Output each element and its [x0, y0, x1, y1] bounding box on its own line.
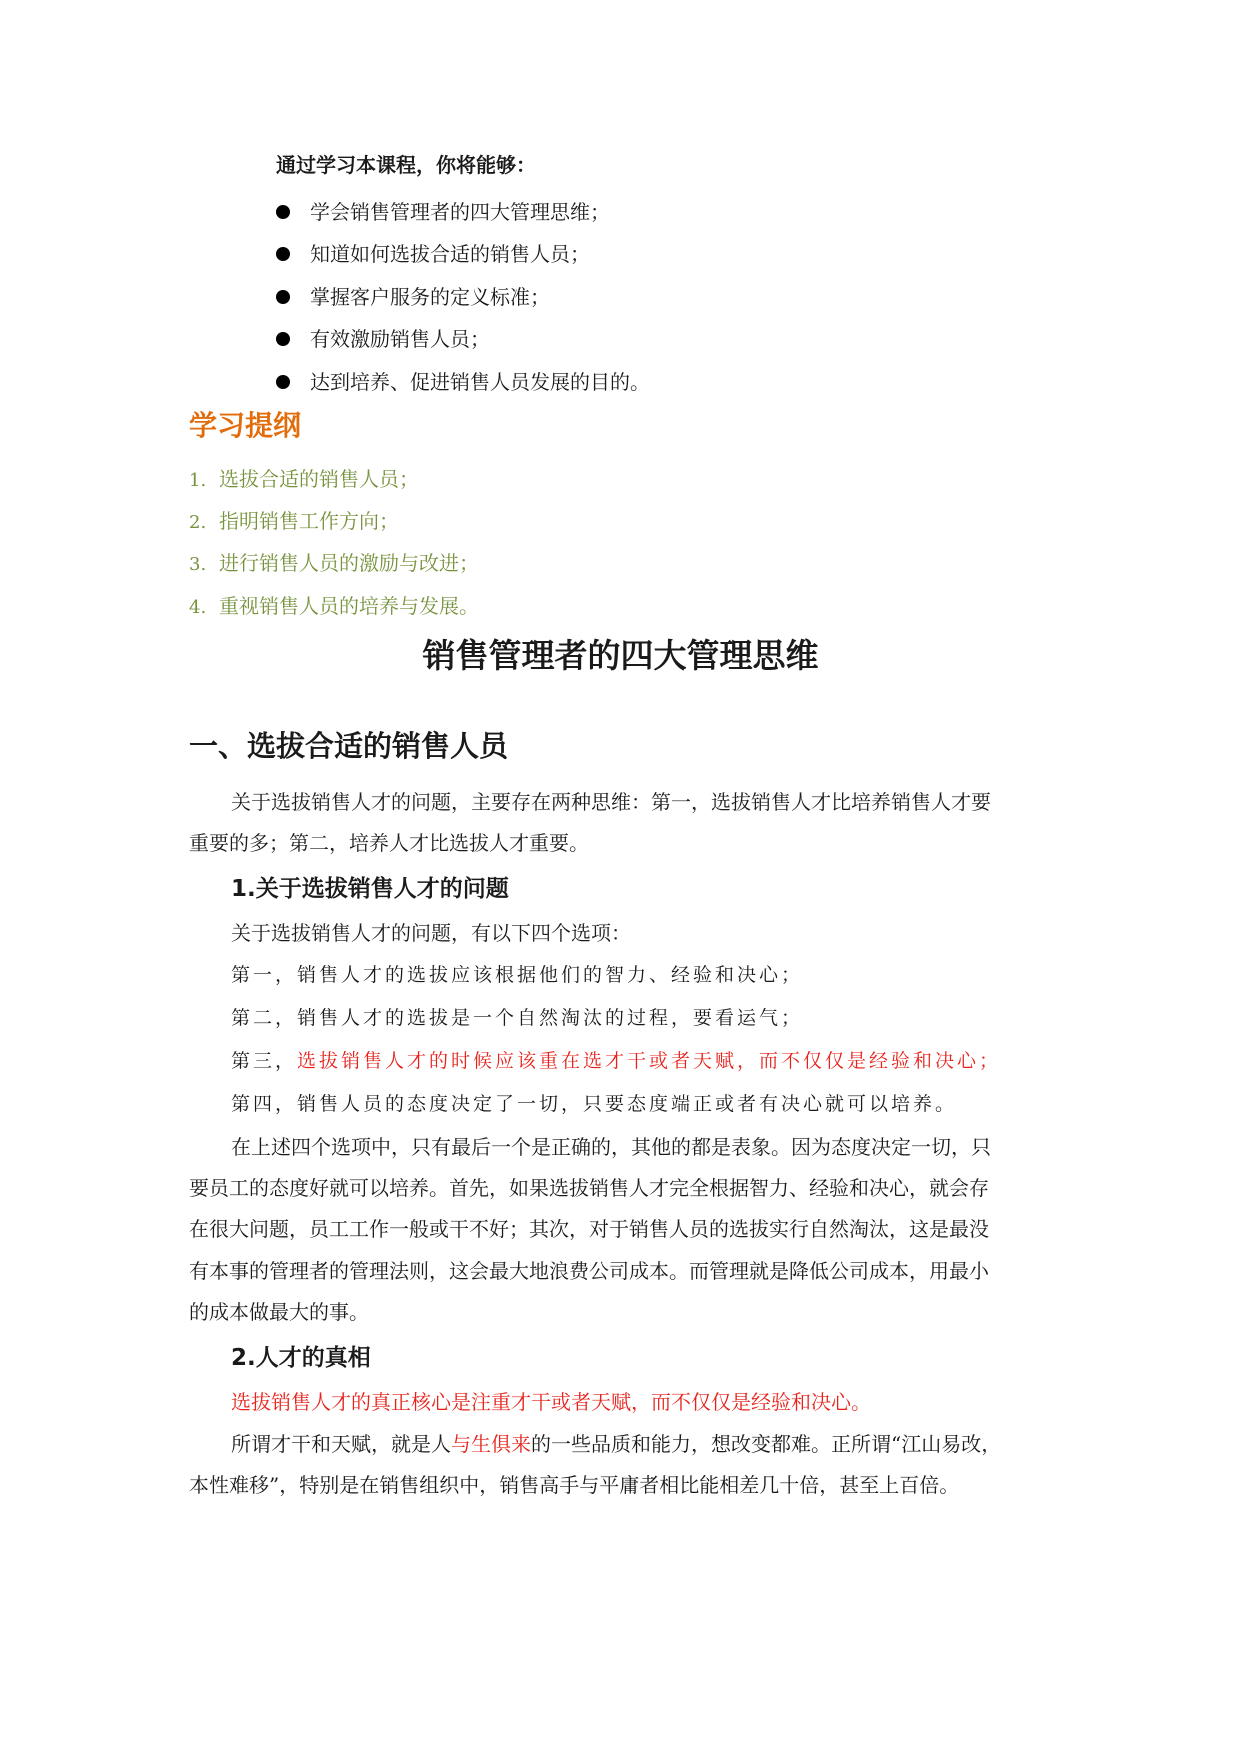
subsection-heading: 1.关于选拔销售人才的问题	[231, 876, 509, 902]
bullet-dot-icon	[276, 290, 290, 304]
option-prefix: 第二，	[231, 1007, 298, 1029]
option-prefix: 第一，	[231, 964, 298, 986]
paragraph-line	[231, 1428, 1001, 1457]
paragraph-line: 重要的多；第二，培养人才比选拔人才重要。	[189, 831, 589, 855]
section-heading: 一、选拔合适的销售人员	[189, 729, 509, 763]
text-run: 的一些品质和能力，想改变都难。正所谓“江山易改，	[531, 1432, 1002, 1456]
option-line	[231, 1046, 1001, 1073]
text-run-highlight: 与生俱来	[451, 1432, 531, 1456]
text-run: 所谓才干和天赋，就是人	[231, 1432, 451, 1456]
outline-number: 1.	[189, 470, 207, 491]
paragraph-line: 关于选拔销售人才的问题，主要存在两种思维：第一，选拔销售人才比培养销售人才要	[231, 790, 991, 814]
bullet-text: 有效激励销售人员；	[310, 327, 490, 351]
paragraph-line: 本性难移”，特别是在销售组织中，销售高手与平庸者相比能相差几十倍，甚至上百倍。	[189, 1473, 960, 1497]
bullet-text: 知道如何选拔合适的销售人员；	[310, 242, 590, 266]
option-prefix: 第三，	[231, 1050, 298, 1072]
bullet-text: 学会销售管理者的四大管理思维；	[310, 200, 610, 224]
bullet-dot-icon	[276, 332, 290, 346]
option-text: 销售人才的选拔应该根据他们的智力、经验和决心；	[297, 964, 804, 986]
outline-item	[189, 505, 399, 534]
outline-number: 3.	[189, 554, 207, 575]
bullet-text: 掌握客户服务的定义标准；	[310, 285, 550, 309]
subsection-heading: 2.人才的真相	[231, 1345, 371, 1371]
intro-title: 通过学习本课程，你将能够：	[276, 153, 536, 177]
outline-number: 2.	[189, 512, 207, 533]
option-text-highlight: 选拔销售人才的时候应该重在选才干或者天赋，而不仅仅是经验和决心；	[297, 1050, 1002, 1072]
key-point: 选拔销售人才的真正核心是注重才干或者天赋，而不仅仅是经验和决心。	[231, 1390, 871, 1414]
paragraph-line: 在上述四个选项中，只有最后一个是正确的，其他的都是表象。因为态度决定一切，只	[231, 1135, 991, 1159]
option-line	[231, 1003, 803, 1030]
option-prefix: 第四，	[231, 1093, 298, 1115]
bullet-dot-icon	[276, 247, 290, 261]
outline-text: 进行销售人员的激励与改进；	[219, 551, 479, 575]
list-item	[276, 281, 550, 310]
paragraph-line: 要员工的态度好就可以培养。首先，如果选拔销售人才完全根据智力、经验和决心，就会存	[189, 1176, 989, 1200]
outline-text: 指明销售工作方向；	[219, 509, 399, 533]
paragraph-line: 关于选拔销售人才的问题，有以下四个选项：	[231, 921, 631, 945]
list-item	[276, 196, 610, 225]
outline-text: 选拔合适的销售人员；	[219, 467, 419, 491]
bullet-dot-icon	[276, 205, 290, 219]
list-item	[276, 323, 490, 352]
outline-title: 学习提纲	[189, 409, 302, 442]
option-text: 销售人员的态度决定了一切，只要态度端正或者有决心就可以培养。	[297, 1093, 958, 1115]
paragraph-line: 有本事的管理者的管理法则，这会最大地浪费公司成本。而管理就是降低公司成本，用最小	[189, 1259, 989, 1283]
bullet-text: 达到培养、促进销售人员发展的目的。	[310, 370, 650, 394]
outline-item	[189, 463, 419, 492]
outline-text: 重视销售人员的培养与发展。	[219, 594, 479, 618]
option-line	[231, 1089, 957, 1116]
list-item	[276, 366, 650, 395]
paragraph-line: 的成本做最大的事。	[189, 1300, 369, 1324]
paragraph-line: 在很大问题，员工工作一般或干不好；其次，对于销售人员的选拔实行自然淘汰，这是最没	[189, 1217, 989, 1241]
outline-item	[189, 590, 479, 619]
option-line	[231, 960, 803, 987]
outline-number: 4.	[189, 597, 207, 618]
option-text: 销售人才的选拔是一个自然淘汰的过程，要看运气；	[297, 1007, 804, 1029]
list-item	[276, 238, 590, 267]
bullet-dot-icon	[276, 375, 290, 389]
page-title: 销售管理者的四大管理思维	[422, 636, 819, 675]
outline-item	[189, 547, 479, 576]
